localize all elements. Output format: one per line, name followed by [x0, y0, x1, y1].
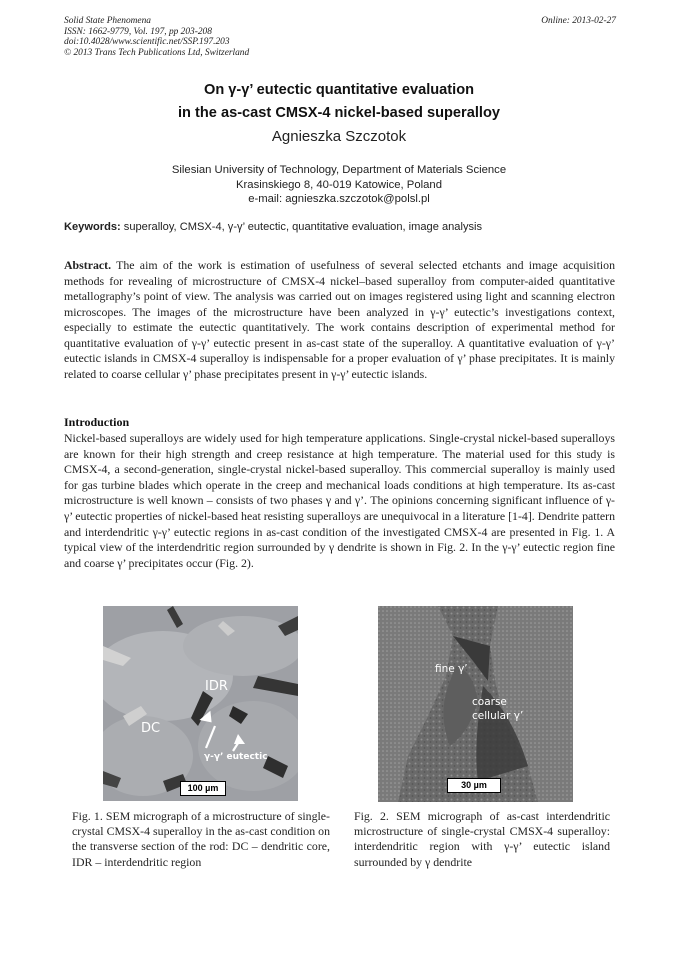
copyright-line: © 2013 Trans Tech Publications Ltd, Switzerland: [64, 47, 250, 58]
paper-title-line1: On γ-γ’ eutectic quantitative evaluation: [203, 82, 475, 98]
online-date: Online: 2013-02-27: [541, 16, 616, 26]
figure1-dendrite-pattern: [103, 606, 298, 801]
issn-line: ISSN: 1662-9779, Vol. 197, pp 203-208: [64, 26, 212, 37]
figure2-micrograph: [378, 606, 573, 802]
abstract: [64, 258, 615, 382]
running-header: [64, 16, 249, 58]
figure1-label-dc: DC: [141, 721, 161, 736]
affiliation-line1: Silesian University of Technology, Department of Materials Science: [171, 164, 507, 176]
abstract-label: Abstract.: [64, 258, 112, 272]
journal-name: Solid State Phenomena: [64, 16, 151, 26]
keywords: [64, 221, 620, 233]
affiliation-line2: Krasinskiego 8, 40-019 Katowice, Poland: [236, 178, 442, 191]
keywords-text: superalloy, CMSX-4, γ-γ’ eutectic, quantitative evaluation, image analysis: [120, 221, 483, 233]
figure1-label-eutectic: γ-γ’ eutectic: [204, 752, 268, 762]
figure1-label-idr: IDR: [205, 679, 228, 694]
abstract-text: The aim of the work is estimation of usefulness of several selected etchants and image acquisition methods for revealing of microstructure of CMSX-4 nickel–based superalloy from computer-aided quantitative metallography’s point of view. The analysis was carried out on images registered using light and scanning electron microscopes. The images of the microstructure have been analyzed in γ-γ’ eutectic’s investigations context, especially to estimate the eutectic quantitatively. The work contains description of experimental method for quantitative evaluation of γ-γ’ eutectic present in as-cast state of the superalloy. A quantitative evaluation of γ-γ’ eutectic islands in CMSX-4 superalloy is indispensable for a proper evaluation of γ’ phase precipitates. It is mainly related to coarse cellular γ’ phase precipitates present in γ-γ’ eutectic islands.: [64, 258, 615, 381]
introduction-text: Nickel-based superalloys are widely used for high temperature applications. Single-crystal nickel-based superalloys are known for their high strength and creep resistance at high temperature. The material used for this study is CMSX-4, a second-generation, single-crystal nickel-based superalloy. This commercial superalloy is mainly used for gas turbine blades which operate in the creep and mechanical loads conditions at high temperature. Its as-cast microstructure is well known – consists of two phases γ and γ’. The opinions concerning significant influence of γ-γ’ eutectic properties of nickel-based heat resisting superalloys are unequivocal in a literature [1-4]. Dendrite pattern and interdendritic γ-γ’ eutectic regions in as-cast condition of the investigated CMSX-4 are presented in Fig. 1. A typical view of the interdendritic region surrounded by γ dendrite is shown in Fig. 2. In the γ-γ’ eutectic region fine and coarse γ’ precipitates occur (Fig. 2).: [64, 431, 615, 570]
figure2-scale-bar: 30 µm: [447, 778, 501, 793]
figure1-caption: Fig. 1. SEM micrograph of a microstructure of single-crystal CMSX-4 superalloy in the as-cast condition on the transverse section of the rod: DC – dendritic core, IDR – interdendritic region: [72, 809, 330, 869]
paper-title-line2: in the as-cast CMSX-4 nickel-based superalloy: [178, 105, 500, 121]
introduction-heading: Introduction: [64, 415, 130, 429]
figure2-caption: Fig. 2. SEM micrograph of as-cast interdendritic microstructure of single-crystal CMSX-4 superalloy: interdendritic region with γ-γ’ eutectic island surrounded by γ dendrite: [354, 809, 610, 869]
affiliation-email: e-mail: agnieszka.szczotok@polsl.pl: [248, 193, 430, 205]
affiliation: [0, 163, 678, 207]
figure2-label-cellular: cellular γ’: [472, 710, 524, 722]
author-name: Agnieszka Szczotok: [271, 128, 407, 145]
keywords-label: Keywords:: [64, 221, 121, 233]
figure2-label-coarse: coarse: [472, 696, 507, 708]
doi-line: doi:10.4028/www.scientific.net/SSP.197.203: [64, 37, 230, 48]
figure1-micrograph: [103, 606, 298, 801]
figure1-scale-bar: 100 µm: [180, 781, 226, 796]
figure2-label-fine: fine γ’: [435, 663, 468, 675]
